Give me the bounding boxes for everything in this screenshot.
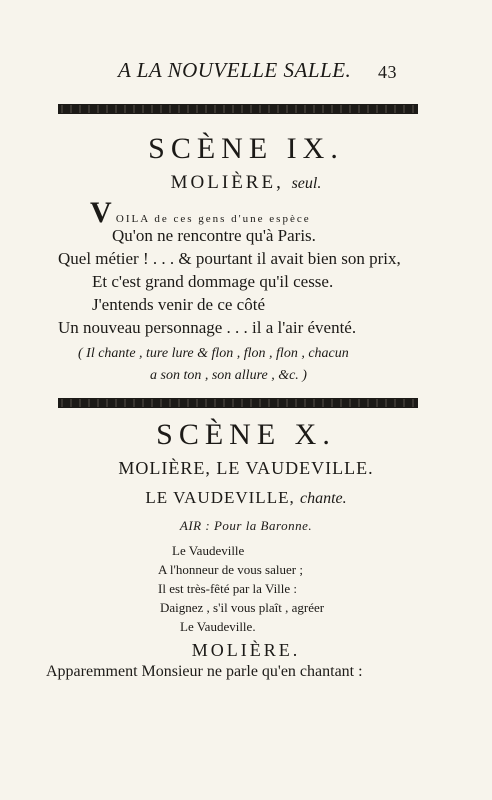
song-line: Le Vaudeville: [172, 543, 245, 558]
stage-direction: a son ton , son allure , &c. ): [150, 368, 307, 383]
song-line: Daignez , s'il vous plaît , agréer: [160, 600, 325, 615]
song-line: Le Vaudeville.: [180, 619, 256, 634]
speaker-note: seul.: [291, 175, 322, 192]
scene-title: SCÈNE IX.: [148, 132, 344, 165]
verse-line-text: OILA de ces gens d'une espèce: [115, 213, 311, 225]
ornamental-rule: [58, 104, 418, 114]
verse-line: Qu'on ne rencontre qu'à Paris.: [112, 226, 316, 245]
verse-line: Apparemment Monsieur ne parle qu'en chantant :: [46, 663, 363, 680]
speaker-note: chante.: [299, 490, 347, 507]
ornamental-rule: [58, 398, 418, 408]
verse-line: Quel métier ! . . . & pourtant il avait bien son prix,: [58, 249, 401, 268]
song-line: Il est très-fêté par la Ville :: [158, 581, 298, 596]
characters-heading: MOLIÈRE, LE VAUDEVILLE.: [118, 458, 374, 478]
stage-direction: ( Il chante , ture lure & flon , flon , flon , chacun: [78, 346, 349, 361]
air-heading: [0, 518, 492, 534]
speaker-heading: [0, 488, 492, 508]
speaker-heading: [0, 172, 492, 194]
air-name: Pour la Baronne.: [213, 518, 313, 533]
speaker-heading: MOLIÈRE.: [191, 640, 301, 660]
verse-line: Un nouveau personnage . . . il a l'air éventé.: [58, 318, 357, 337]
drop-cap: V: [90, 196, 112, 229]
running-title: A LA NOUVELLE SALLE.: [118, 58, 352, 82]
air-label: AIR :: [179, 518, 211, 533]
verse-line: Et c'est grand dommage qu'il cesse.: [92, 272, 334, 291]
speaker-name: LE VAUDEVILLE,: [145, 488, 295, 507]
scene-title: SCÈNE X.: [156, 418, 336, 451]
verse-line: [90, 198, 311, 228]
speaker-name: MOLIÈRE,: [170, 172, 284, 193]
song-line: A l'honneur de vous saluer ;: [158, 562, 303, 577]
page-number: 43: [378, 62, 397, 82]
verse-line: J'entends venir de ce côté: [92, 295, 265, 314]
